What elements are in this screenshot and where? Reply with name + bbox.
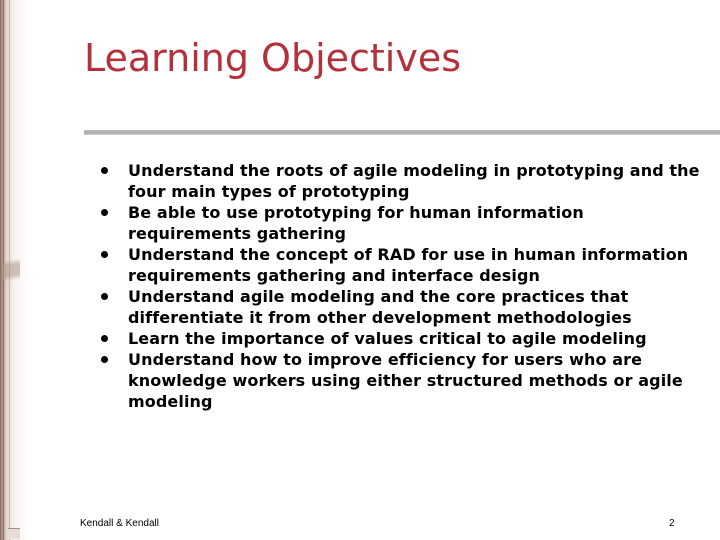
- bullet-icon: [101, 356, 108, 363]
- objective-text: Understand how to improve efficiency for users who are knowledge workers using either structured methods or agile modeling: [128, 350, 683, 411]
- objective-item: [101, 328, 701, 349]
- objective-item: [101, 202, 701, 244]
- objective-text: Understand the roots of agile modeling in prototyping and the four main types of prototyping: [128, 161, 700, 201]
- objective-item: [101, 244, 701, 286]
- bullet-icon: [101, 335, 108, 342]
- objective-item: [101, 349, 701, 412]
- bullet-icon: [101, 209, 108, 216]
- footer-author: Kendall & Kendall: [80, 518, 159, 529]
- bullet-icon: [101, 167, 108, 174]
- page-number: 2: [669, 518, 675, 529]
- border-corner: [8, 528, 20, 539]
- objective-item: [101, 286, 701, 328]
- title-divider: [84, 130, 720, 135]
- slide-title: Learning Objectives: [84, 36, 462, 80]
- left-decorative-border: [0, 0, 30, 540]
- objective-text: Be able to use prototyping for human information requirements gathering: [128, 203, 584, 243]
- objective-text: Understand the concept of RAD for use in human information requirements gathering and interface design: [128, 245, 689, 285]
- bullet-icon: [101, 251, 108, 258]
- bullet-icon: [101, 293, 108, 300]
- objective-text: Learn the importance of values critical to agile modeling: [128, 329, 647, 348]
- objective-text: Understand agile modeling and the core practices that differentiate it from other development methodologies: [128, 287, 632, 327]
- border-diagonal: [2, 10, 20, 530]
- objectives-list: [101, 160, 701, 412]
- objective-item: [101, 160, 701, 202]
